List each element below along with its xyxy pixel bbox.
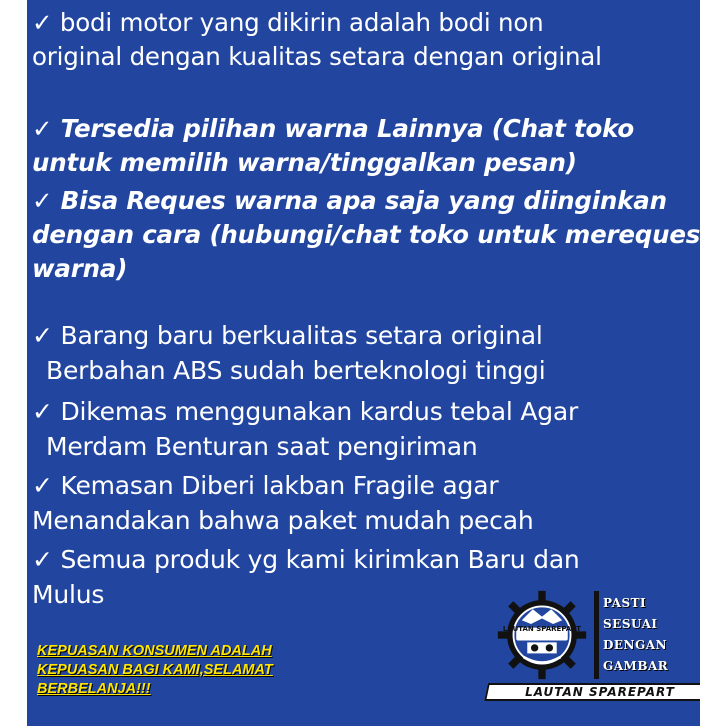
- info-line: ✓ Dikemas menggunakan kardus tebal Agar: [32, 397, 579, 426]
- logo-slogan: [603, 593, 668, 677]
- info-line: ✓ Bisa Reques warna apa saja yang diinginkan: [32, 186, 667, 215]
- footer-slogan: [37, 642, 273, 699]
- info-line: warna): [32, 254, 128, 283]
- slogan-line: DENGAN: [603, 638, 668, 652]
- info-line: ✓ Kemasan Diberi lakban Fragile agar: [32, 471, 499, 500]
- info-line: ✓ Semua produk yg kami kirimkan Baru dan: [32, 545, 580, 574]
- info-block-body-quality: [32, 6, 602, 74]
- info-line: ✓ Barang baru berkualitas setara original: [32, 321, 543, 350]
- slogan-line: GAMBAR: [603, 659, 669, 673]
- info-line: original dengan kualitas setara dengan original: [32, 42, 602, 71]
- info-block-packaging: [32, 394, 578, 464]
- info-block-color-options: [32, 112, 634, 180]
- info-line: dengan cara (hubungi/chat toko untuk mereques: [32, 220, 700, 249]
- gear-tools-emblem-icon: [496, 589, 588, 681]
- info-line: Mulus: [32, 580, 105, 609]
- info-line: Berbahan ABS sudah berteknologi tinggi: [46, 356, 546, 385]
- footer-line: BERBELANJA!!!: [37, 681, 151, 697]
- blue-info-panel: [27, 0, 700, 726]
- slogan-line: SESUAI: [603, 617, 658, 631]
- info-line: untuk memilih warna/tinggalkan pesan): [32, 148, 577, 177]
- footer-line: KEPUASAN BAGI KAMI,SELAMAT: [37, 662, 273, 678]
- info-line: ✓ Tersedia pilihan warna Lainnya (Chat toko: [32, 114, 634, 143]
- emblem-brand-text: LAUTAN SPAREPART: [502, 625, 582, 633]
- logo-divider: [594, 591, 599, 679]
- slogan-line: PASTI: [603, 596, 647, 610]
- info-block-fragile-tape: [32, 468, 534, 538]
- footer-line: KEPUASAN KONSUMEN ADALAH: [37, 643, 272, 659]
- info-line: ✓ bodi motor yang dikirin adalah bodi non: [32, 8, 544, 37]
- info-line: Merdam Benturan saat pengiriman: [46, 432, 478, 461]
- logo-banner-text: LAUTAN SPAREPART: [525, 685, 675, 699]
- info-block-color-request: [32, 184, 700, 286]
- shop-logo: [486, 583, 700, 708]
- info-block-new-item: [32, 318, 545, 388]
- info-line: Menandakan bahwa paket mudah pecah: [32, 506, 534, 535]
